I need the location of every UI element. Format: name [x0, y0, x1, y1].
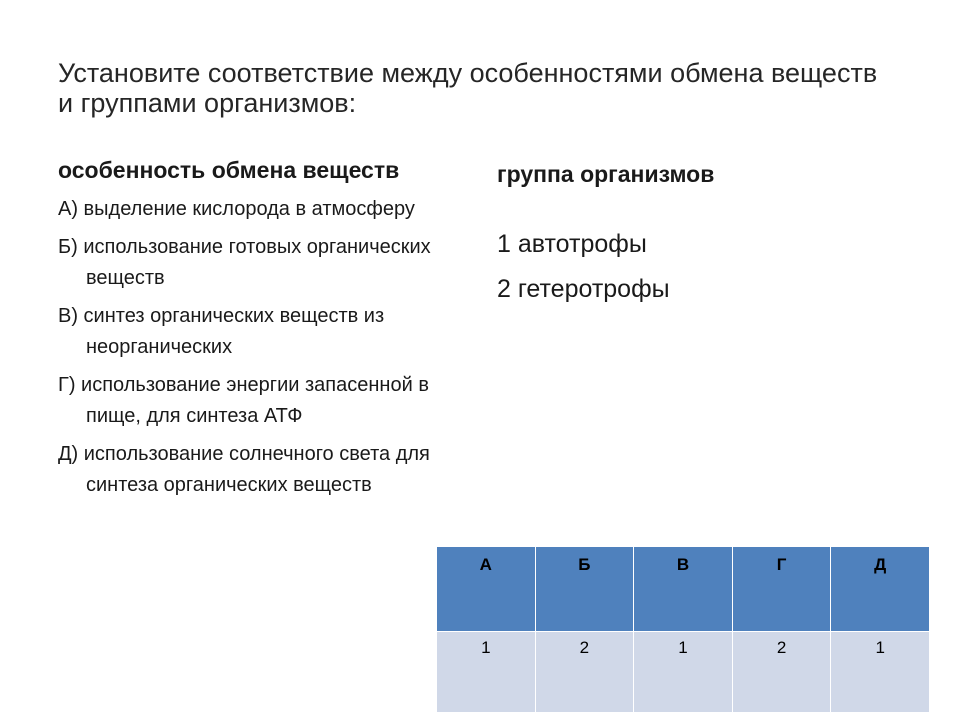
table-header-cell: Г: [732, 547, 831, 632]
list-item: Г) использование энергии запасенной в пище, для синтеза АТФ: [58, 374, 429, 427]
table-header-cell: А: [437, 547, 536, 632]
list-item: Д) использование солнечного света для синтеза органических веществ: [58, 443, 430, 496]
table-cell: 1: [831, 632, 930, 713]
right-column: [497, 156, 897, 312]
table-row: [437, 632, 930, 713]
list-item: 2 гетеротрофы: [497, 275, 670, 303]
list-item: В) синтез органических веществ из неорганических: [58, 305, 385, 358]
table-header-cell: Д: [831, 547, 930, 632]
list-item: 1 автотрофы: [497, 230, 647, 258]
slide-title: Установите соответствие между особенностями обмена веществ и группами организмов:: [58, 58, 878, 118]
list-item: А) выделение кислорода в атмосферу: [58, 198, 415, 220]
list-item: Б) использование готовых органических веществ: [58, 236, 431, 289]
left-column-heading: особенность обмена веществ: [58, 157, 400, 183]
feature-list: [58, 194, 458, 501]
table-header-row: [437, 547, 930, 632]
left-column: [58, 152, 458, 508]
table-cell: 1: [634, 632, 733, 713]
right-column-heading: группа организмов: [497, 161, 715, 187]
table-cell: 2: [732, 632, 831, 713]
group-list: [497, 222, 897, 312]
answer-table: [436, 546, 930, 713]
table-cell: 2: [535, 632, 634, 713]
table-header-cell: Б: [535, 547, 634, 632]
table-header-cell: В: [634, 547, 733, 632]
table-cell: 1: [437, 632, 536, 713]
